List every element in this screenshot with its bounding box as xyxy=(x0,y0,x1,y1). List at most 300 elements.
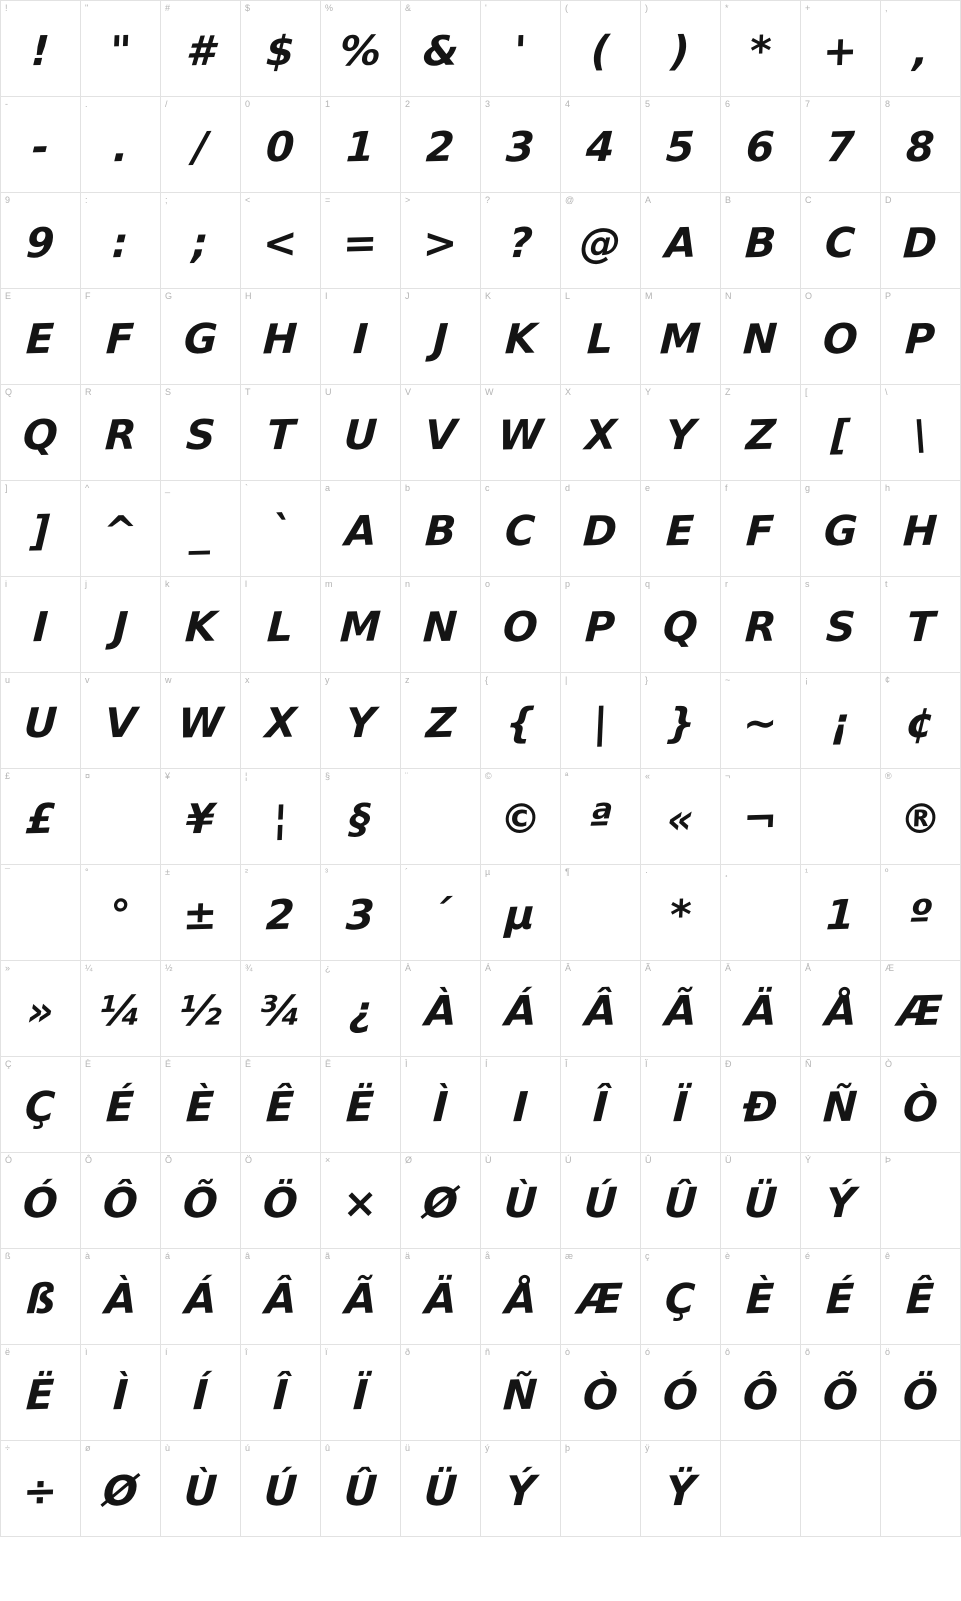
glyph-cell[interactable] xyxy=(641,865,721,961)
glyph-code-label: m xyxy=(325,579,333,589)
glyph-cell[interactable] xyxy=(81,769,161,865)
glyph-code-label: ö xyxy=(885,1347,891,1357)
glyph-cell[interactable] xyxy=(801,1345,881,1441)
glyph-cell[interactable] xyxy=(801,1441,881,1537)
glyph-cell[interactable] xyxy=(721,865,801,961)
glyph-cell[interactable] xyxy=(481,865,561,961)
glyph-code-label: ª xyxy=(565,771,569,781)
glyph-cell[interactable] xyxy=(721,97,801,193)
glyph-cell[interactable] xyxy=(241,1345,321,1441)
glyph-code-label: N xyxy=(725,291,732,301)
glyph-cell[interactable] xyxy=(561,193,641,289)
glyph-cell[interactable] xyxy=(81,481,161,577)
glyph-cell[interactable] xyxy=(801,193,881,289)
glyph-code-label: ´ xyxy=(405,867,408,877)
glyph-cell[interactable] xyxy=(561,1441,641,1537)
glyph-cell[interactable] xyxy=(241,577,321,673)
glyph-sample: V xyxy=(103,698,138,748)
glyph-cell[interactable] xyxy=(481,961,561,1057)
glyph-code-label: 1 xyxy=(325,99,331,109)
glyph-cell[interactable] xyxy=(801,289,881,385)
glyph-cell[interactable] xyxy=(161,481,241,577)
glyph-cell[interactable] xyxy=(321,385,401,481)
glyph-cell[interactable] xyxy=(1,1153,81,1249)
glyph-cell[interactable] xyxy=(641,1249,721,1345)
glyph-cell[interactable] xyxy=(241,865,321,961)
glyph-code-label: s xyxy=(805,579,810,589)
glyph-cell[interactable] xyxy=(801,481,881,577)
glyph-cell[interactable] xyxy=(81,961,161,1057)
glyph-cell[interactable] xyxy=(401,961,481,1057)
glyph-cell[interactable] xyxy=(641,193,721,289)
glyph-cell[interactable] xyxy=(721,1441,801,1537)
glyph-code-label: » xyxy=(5,963,11,973)
glyph-cell[interactable] xyxy=(321,673,401,769)
glyph-cell[interactable] xyxy=(641,961,721,1057)
glyph-code-label: p xyxy=(565,579,571,589)
glyph-cell[interactable] xyxy=(1,961,81,1057)
glyph-code-label: Ë xyxy=(325,1059,332,1069)
glyph-cell[interactable] xyxy=(481,1441,561,1537)
glyph-cell[interactable] xyxy=(561,385,641,481)
glyph-code-label: û xyxy=(325,1443,331,1453)
glyph-cell[interactable] xyxy=(481,97,561,193)
glyph-cell[interactable] xyxy=(481,1153,561,1249)
glyph-code-label: @ xyxy=(565,195,575,205)
glyph-cell[interactable] xyxy=(881,1249,961,1345)
glyph-cell[interactable] xyxy=(721,673,801,769)
glyph-cell[interactable] xyxy=(161,1345,241,1441)
glyph-cell[interactable] xyxy=(321,481,401,577)
glyph-sample: I xyxy=(511,1082,530,1132)
glyph-cell[interactable] xyxy=(881,385,961,481)
glyph-cell[interactable] xyxy=(801,1153,881,1249)
glyph-code-label: = xyxy=(325,195,331,205)
glyph-cell[interactable] xyxy=(241,289,321,385)
glyph-cell[interactable] xyxy=(641,1441,721,1537)
glyph-sample: Ô xyxy=(102,1178,140,1228)
glyph-sample: Y xyxy=(664,410,697,460)
glyph-cell[interactable] xyxy=(721,1345,801,1441)
glyph-cell[interactable] xyxy=(561,97,641,193)
glyph-cell[interactable] xyxy=(881,1345,961,1441)
glyph-cell[interactable] xyxy=(321,289,401,385)
glyph-cell[interactable] xyxy=(161,385,241,481)
glyph-cell[interactable] xyxy=(401,1345,481,1441)
glyph-cell[interactable] xyxy=(81,1057,161,1153)
glyph-code-label: q xyxy=(645,579,651,589)
glyph-cell[interactable] xyxy=(881,1,961,97)
glyph-cell[interactable] xyxy=(801,1249,881,1345)
glyph-cell[interactable] xyxy=(881,193,961,289)
glyph-sample: / xyxy=(191,122,210,172)
glyph-code-label: ï xyxy=(325,1347,328,1357)
glyph-cell[interactable] xyxy=(1,289,81,385)
glyph-cell[interactable] xyxy=(321,97,401,193)
glyph-code-label: ð xyxy=(405,1347,411,1357)
glyph-code-label: ~ xyxy=(725,675,731,685)
glyph-sample: * xyxy=(748,26,773,76)
glyph-code-label: ³ xyxy=(325,867,328,877)
glyph-sample: ¾ xyxy=(258,986,303,1036)
glyph-cell[interactable] xyxy=(401,1153,481,1249)
glyph-cell[interactable] xyxy=(401,289,481,385)
glyph-code-label: 5 xyxy=(645,99,651,109)
glyph-sample: G xyxy=(822,506,859,556)
glyph-cell[interactable] xyxy=(161,289,241,385)
glyph-cell[interactable] xyxy=(561,1057,641,1153)
glyph-cell[interactable] xyxy=(641,385,721,481)
glyph-cell[interactable] xyxy=(641,1153,721,1249)
glyph-code-label: § xyxy=(325,771,331,781)
glyph-code-label: Z xyxy=(725,387,731,397)
glyph-cell[interactable] xyxy=(81,1345,161,1441)
glyph-cell[interactable] xyxy=(81,289,161,385)
glyph-cell[interactable] xyxy=(161,1153,241,1249)
glyph-cell[interactable] xyxy=(1,769,81,865)
glyph-cell[interactable] xyxy=(881,1441,961,1537)
glyph-sample: º xyxy=(907,890,934,940)
glyph-cell[interactable] xyxy=(721,289,801,385)
glyph-code-label: ! xyxy=(5,3,8,13)
glyph-code-label: þ xyxy=(565,1443,571,1453)
glyph-cell[interactable] xyxy=(561,1,641,97)
glyph-cell[interactable] xyxy=(481,1057,561,1153)
glyph-code-label: x xyxy=(245,675,250,685)
glyph-cell[interactable] xyxy=(241,673,321,769)
glyph-cell[interactable] xyxy=(161,97,241,193)
glyph-cell[interactable] xyxy=(161,193,241,289)
glyph-cell[interactable] xyxy=(881,289,961,385)
glyph-cell[interactable] xyxy=(721,385,801,481)
glyph-code-label: n xyxy=(405,579,411,589)
glyph-cell[interactable] xyxy=(1,193,81,289)
glyph-cell[interactable] xyxy=(401,385,481,481)
glyph-cell[interactable] xyxy=(641,97,721,193)
glyph-cell[interactable] xyxy=(561,1249,641,1345)
glyph-cell[interactable] xyxy=(1,481,81,577)
glyph-cell[interactable] xyxy=(801,1,881,97)
glyph-cell[interactable] xyxy=(721,193,801,289)
glyph-cell[interactable] xyxy=(401,865,481,961)
glyph-sample: T xyxy=(265,410,296,460)
glyph-cell[interactable] xyxy=(161,769,241,865)
glyph-cell[interactable] xyxy=(241,769,321,865)
glyph-cell[interactable] xyxy=(721,1249,801,1345)
glyph-sample: P xyxy=(904,314,937,364)
glyph-cell[interactable] xyxy=(881,865,961,961)
glyph-sample: G xyxy=(182,314,219,364)
glyph-cell[interactable] xyxy=(881,673,961,769)
glyph-cell[interactable] xyxy=(161,1249,241,1345)
glyph-code-label: ë xyxy=(5,1347,11,1357)
glyph-sample: Ó xyxy=(662,1370,700,1420)
glyph-cell[interactable] xyxy=(481,1,561,97)
glyph-code-label: o xyxy=(485,579,491,589)
glyph-cell[interactable] xyxy=(481,193,561,289)
glyph-code-label xyxy=(805,771,808,781)
glyph-sample: Ã xyxy=(343,1274,378,1324)
glyph-cell[interactable] xyxy=(801,769,881,865)
glyph-cell[interactable] xyxy=(641,289,721,385)
glyph-cell[interactable] xyxy=(241,1057,321,1153)
glyph-sample: È xyxy=(745,1274,776,1324)
glyph-cell[interactable] xyxy=(1,865,81,961)
glyph-code-label: * xyxy=(725,3,729,13)
glyph-cell[interactable] xyxy=(241,1,321,97)
glyph-cell[interactable] xyxy=(81,1441,161,1537)
glyph-cell[interactable] xyxy=(321,577,401,673)
glyph-sample: Ü xyxy=(742,1178,779,1228)
glyph-cell[interactable] xyxy=(641,673,721,769)
glyph-cell[interactable] xyxy=(881,1153,961,1249)
glyph-code-label: ¸ xyxy=(725,867,728,877)
glyph-sample: . xyxy=(111,122,130,172)
glyph-cell[interactable] xyxy=(561,769,641,865)
glyph-cell[interactable] xyxy=(241,193,321,289)
glyph-cell[interactable] xyxy=(401,481,481,577)
glyph-cell[interactable] xyxy=(561,865,641,961)
glyph-sample: Ã xyxy=(663,986,698,1036)
glyph-cell[interactable] xyxy=(321,769,401,865)
glyph-code-label: I xyxy=(325,291,328,301)
glyph-cell[interactable] xyxy=(561,289,641,385)
glyph-code-label: © xyxy=(485,771,492,781)
glyph-code-label: g xyxy=(805,483,811,493)
glyph-cell[interactable] xyxy=(241,961,321,1057)
glyph-code-label: ò xyxy=(565,1347,571,1357)
glyph-code-label: $ xyxy=(245,3,251,13)
glyph-cell[interactable] xyxy=(641,769,721,865)
glyph-cell[interactable] xyxy=(81,865,161,961)
glyph-sample: Í xyxy=(191,1370,210,1420)
glyph-code-label: 6 xyxy=(725,99,731,109)
glyph-cell[interactable] xyxy=(721,577,801,673)
glyph-code-label: \ xyxy=(885,387,888,397)
glyph-code-label: | xyxy=(565,675,568,685)
glyph-cell[interactable] xyxy=(81,577,161,673)
glyph-cell[interactable] xyxy=(641,577,721,673)
glyph-cell[interactable] xyxy=(401,1249,481,1345)
glyph-sample: Z xyxy=(424,698,457,748)
glyph-sample: Ü xyxy=(422,1466,459,1516)
glyph-cell[interactable] xyxy=(721,1,801,97)
glyph-cell[interactable] xyxy=(321,1057,401,1153)
glyph-cell[interactable] xyxy=(561,1153,641,1249)
glyph-cell[interactable] xyxy=(1,1441,81,1537)
glyph-cell[interactable] xyxy=(81,1,161,97)
glyph-sample: Ç xyxy=(24,1082,57,1132)
glyph-cell[interactable] xyxy=(81,193,161,289)
glyph-cell[interactable] xyxy=(641,1,721,97)
glyph-cell[interactable] xyxy=(481,481,561,577)
glyph-cell[interactable] xyxy=(481,1345,561,1441)
glyph-code-label: « xyxy=(645,771,651,781)
glyph-sample: Â xyxy=(263,1274,298,1324)
glyph-cell[interactable] xyxy=(641,1345,721,1441)
glyph-sample: 7 xyxy=(825,122,856,172)
glyph-cell[interactable] xyxy=(321,1153,401,1249)
glyph-code-label: Ø xyxy=(405,1155,413,1165)
glyph-code-label: O xyxy=(805,291,813,301)
glyph-cell[interactable] xyxy=(321,1,401,97)
glyph-code-label: Ü xyxy=(725,1155,732,1165)
glyph-code-label: c xyxy=(485,483,490,493)
glyph-sample: « xyxy=(666,794,695,844)
glyph-cell[interactable] xyxy=(481,577,561,673)
glyph-cell[interactable] xyxy=(1,385,81,481)
glyph-sample: ) xyxy=(670,26,691,76)
glyph-sample: × xyxy=(342,1178,379,1228)
glyph-cell[interactable] xyxy=(401,1,481,97)
glyph-cell[interactable] xyxy=(801,673,881,769)
glyph-code-label: ¢ xyxy=(885,675,891,685)
glyph-cell[interactable] xyxy=(81,385,161,481)
glyph-cell[interactable] xyxy=(401,769,481,865)
glyph-cell[interactable] xyxy=(801,577,881,673)
glyph-cell[interactable] xyxy=(721,961,801,1057)
glyph-cell[interactable] xyxy=(161,1,241,97)
glyph-cell[interactable] xyxy=(801,385,881,481)
glyph-cell[interactable] xyxy=(881,481,961,577)
glyph-sample: J xyxy=(111,602,130,652)
glyph-code-label: r xyxy=(725,579,728,589)
glyph-cell[interactable] xyxy=(81,673,161,769)
glyph-cell[interactable] xyxy=(401,1057,481,1153)
glyph-cell[interactable] xyxy=(721,481,801,577)
glyph-code-label: ¯ xyxy=(5,867,10,877)
glyph-sample: @ xyxy=(578,218,623,268)
glyph-cell[interactable] xyxy=(1,1,81,97)
glyph-cell[interactable] xyxy=(561,1345,641,1441)
glyph-code-label: D xyxy=(885,195,892,205)
glyph-cell[interactable] xyxy=(561,577,641,673)
glyph-cell[interactable] xyxy=(1,1345,81,1441)
glyph-cell[interactable] xyxy=(881,961,961,1057)
glyph-cell[interactable] xyxy=(881,1057,961,1153)
glyph-code-label: Ê xyxy=(245,1059,252,1069)
glyph-code-label: ? xyxy=(485,195,491,205)
glyph-cell[interactable] xyxy=(801,961,881,1057)
glyph-code-label: _ xyxy=(165,483,171,493)
glyph-cell[interactable] xyxy=(161,1441,241,1537)
glyph-sample: ' xyxy=(513,26,528,76)
glyph-cell[interactable] xyxy=(161,1057,241,1153)
glyph-sample: Ñ xyxy=(502,1370,539,1420)
glyph-sample: O xyxy=(822,314,860,364)
glyph-cell[interactable] xyxy=(561,673,641,769)
glyph-cell[interactable] xyxy=(161,577,241,673)
glyph-cell[interactable] xyxy=(481,673,561,769)
glyph-sample: À xyxy=(103,1274,138,1324)
glyph-code-label: Ç xyxy=(5,1059,12,1069)
glyph-cell[interactable] xyxy=(81,1153,161,1249)
glyph-cell[interactable] xyxy=(81,97,161,193)
glyph-cell[interactable] xyxy=(321,1345,401,1441)
glyph-code-label: u xyxy=(5,675,11,685)
glyph-cell[interactable] xyxy=(241,97,321,193)
glyph-cell[interactable] xyxy=(321,193,401,289)
glyph-cell[interactable] xyxy=(1,673,81,769)
glyph-code-label: â xyxy=(245,1251,251,1261)
glyph-sample: Y xyxy=(344,698,377,748)
glyph-cell[interactable] xyxy=(241,1249,321,1345)
glyph-sample: ? xyxy=(507,218,534,268)
glyph-code-label: Õ xyxy=(165,1155,173,1165)
glyph-cell[interactable] xyxy=(481,385,561,481)
glyph-sample: Ø xyxy=(102,1466,140,1516)
glyph-code-label: 4 xyxy=(565,99,571,109)
glyph-cell[interactable] xyxy=(241,1153,321,1249)
glyph-code-label: ¡ xyxy=(805,675,808,685)
glyph-cell[interactable] xyxy=(881,577,961,673)
glyph-sample: Â xyxy=(583,986,618,1036)
glyph-code-label: î xyxy=(245,1347,248,1357)
glyph-sample: N xyxy=(422,602,459,652)
glyph-cell[interactable] xyxy=(881,769,961,865)
glyph-cell[interactable] xyxy=(401,97,481,193)
glyph-cell[interactable] xyxy=(721,769,801,865)
glyph-cell[interactable] xyxy=(481,769,561,865)
glyph-cell[interactable] xyxy=(321,1249,401,1345)
glyph-cell[interactable] xyxy=(721,1057,801,1153)
glyph-cell[interactable] xyxy=(801,1057,881,1153)
glyph-cell[interactable] xyxy=(561,961,641,1057)
glyph-code-label: ì xyxy=(85,1347,88,1357)
glyph-cell[interactable] xyxy=(401,577,481,673)
glyph-cell[interactable] xyxy=(241,481,321,577)
glyph-cell[interactable] xyxy=(481,289,561,385)
glyph-sample: Ê xyxy=(905,1274,936,1324)
glyph-sample: Ô xyxy=(742,1370,780,1420)
glyph-cell[interactable] xyxy=(801,97,881,193)
glyph-cell[interactable] xyxy=(801,865,881,961)
glyph-cell[interactable] xyxy=(241,1441,321,1537)
glyph-cell[interactable] xyxy=(321,1441,401,1537)
glyph-code-label: ¼ xyxy=(85,963,93,973)
glyph-cell[interactable] xyxy=(641,1057,721,1153)
glyph-cell[interactable] xyxy=(481,1249,561,1345)
glyph-cell[interactable] xyxy=(401,1441,481,1537)
glyph-cell[interactable] xyxy=(401,673,481,769)
glyph-cell[interactable] xyxy=(641,481,721,577)
glyph-cell[interactable] xyxy=(1,577,81,673)
glyph-cell[interactable] xyxy=(81,1249,161,1345)
glyph-cell[interactable] xyxy=(721,1153,801,1249)
glyph-sample: J xyxy=(431,314,450,364)
glyph-code-label: [ xyxy=(805,387,808,397)
glyph-cell[interactable] xyxy=(401,193,481,289)
glyph-cell[interactable] xyxy=(1,97,81,193)
glyph-cell[interactable] xyxy=(241,385,321,481)
glyph-cell[interactable] xyxy=(161,865,241,961)
glyph-code-label: ç xyxy=(645,1251,650,1261)
glyph-code-label: Q xyxy=(5,387,13,397)
glyph-code-label: e xyxy=(645,483,651,493)
glyph-cell[interactable] xyxy=(1,1057,81,1153)
glyph-cell[interactable] xyxy=(1,1249,81,1345)
glyph-code-label: Ù xyxy=(485,1155,492,1165)
glyph-code-label: ù xyxy=(165,1443,171,1453)
glyph-cell[interactable] xyxy=(161,673,241,769)
glyph-sample: D xyxy=(582,506,619,556)
glyph-cell[interactable] xyxy=(321,865,401,961)
glyph-cell[interactable] xyxy=(161,961,241,1057)
glyph-cell[interactable] xyxy=(881,97,961,193)
glyph-code-label: 3 xyxy=(485,99,491,109)
glyph-cell[interactable] xyxy=(321,961,401,1057)
glyph-cell[interactable] xyxy=(561,481,641,577)
